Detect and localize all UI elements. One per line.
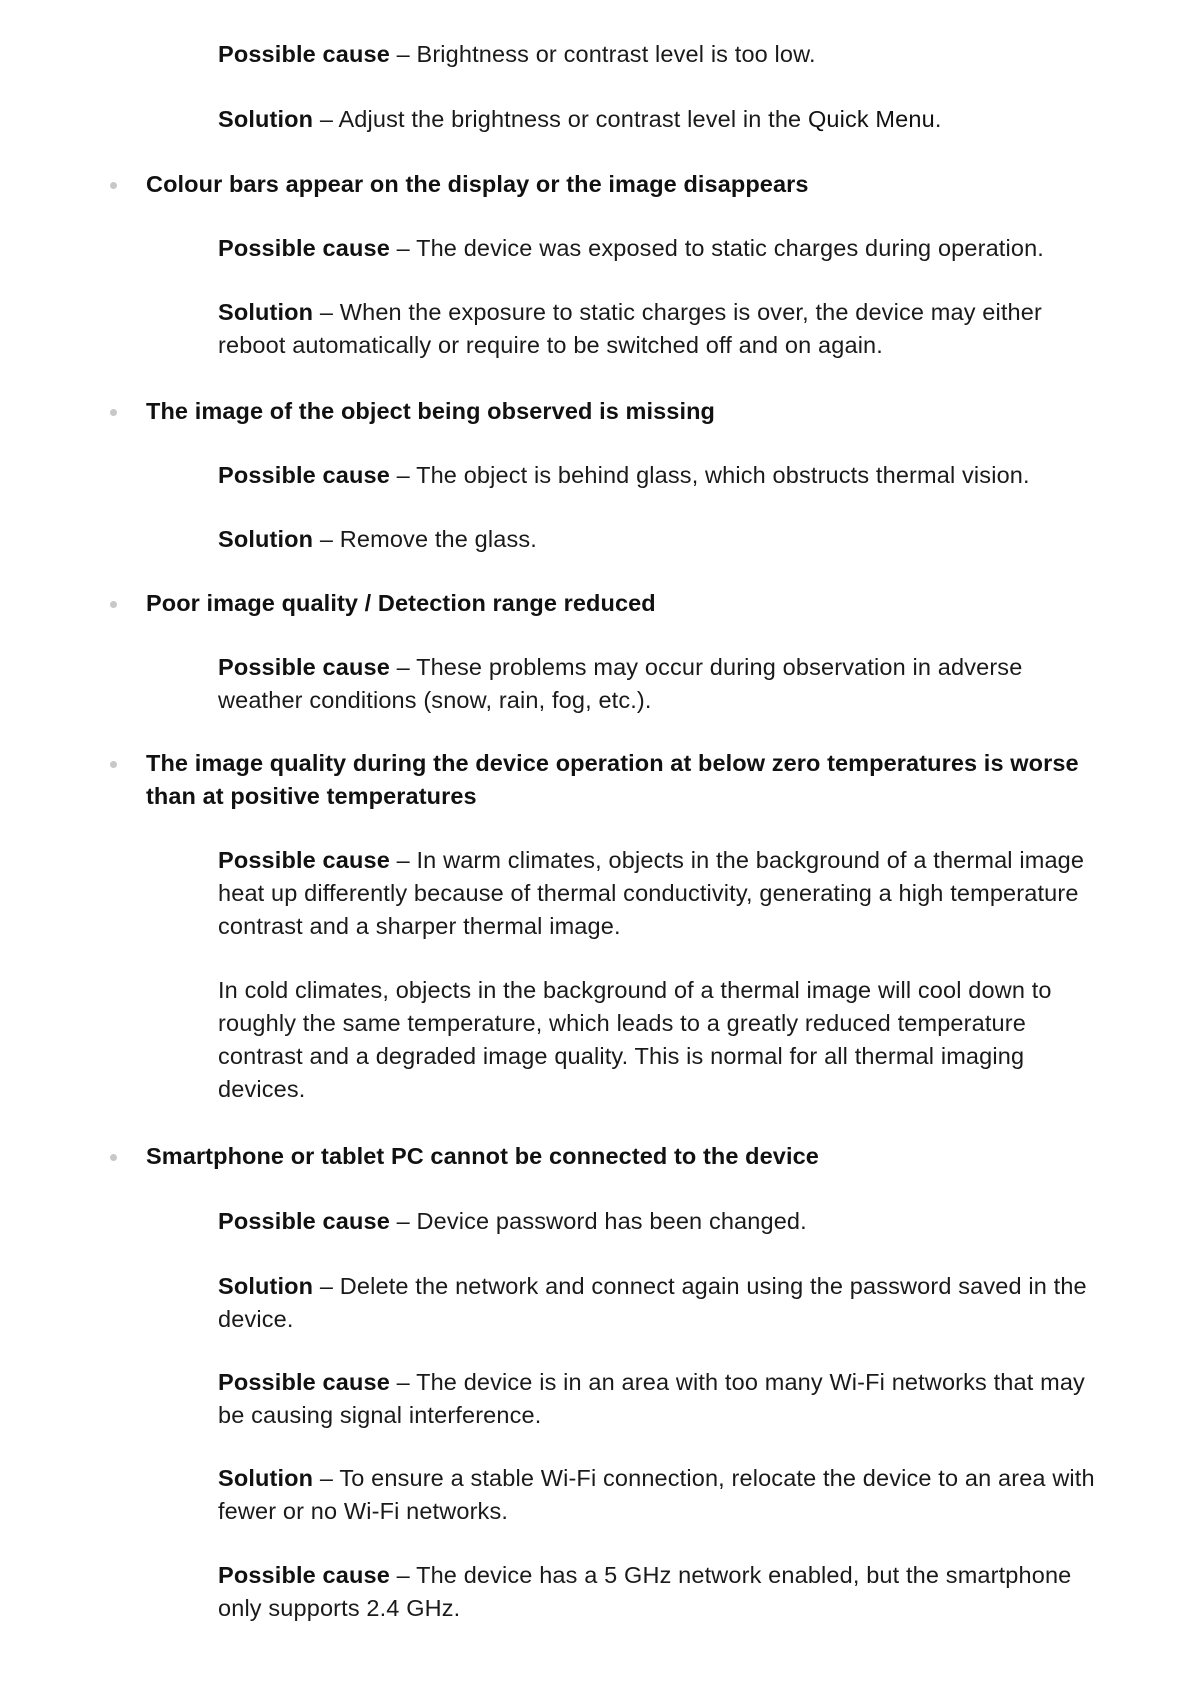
solution-paragraph: Solution – Delete the network and connect again using the password saved in the device. (218, 1273, 1087, 1332)
cause-paragraph: Possible cause – The object is behind glass, which obstructs thermal vision. (218, 462, 1030, 488)
solution-label: Solution (218, 1465, 314, 1491)
cause-paragraph (218, 38, 1100, 71)
note-paragraph: In cold climates, objects in the background of a thermal image will cool down to roughly the same temperature, which leads to a greatly reduced temperature contrast and a degraded image quality. This is normal for all thermal imaging devices. (218, 977, 1052, 1102)
bullet-icon (110, 182, 117, 189)
bullet-icon (110, 409, 117, 416)
cause-label: Possible cause (218, 1562, 390, 1588)
solution-paragraph: Solution – Remove the glass. (218, 526, 537, 552)
solution-label: Solution (218, 1273, 314, 1299)
section-heading: Poor image quality / Detection range reduced (146, 590, 656, 616)
cause-label: Possible cause (218, 1208, 390, 1234)
solution-label: Solution (218, 299, 314, 325)
cause-paragraph: Possible cause – The device is in an area with too many Wi-Fi networks that may be causing signal interference. (218, 1369, 1085, 1428)
bullet-icon (110, 601, 117, 608)
cause-paragraph: Possible cause – In warm climates, objects in the background of a thermal image heat up differently because of thermal conductivity, generating a high temperature contrast and a sharper thermal image. (218, 847, 1085, 939)
bullet-icon (110, 761, 117, 768)
solution-paragraph: Solution – Adjust the brightness or contrast level in the Quick Menu. (218, 106, 942, 132)
cause-paragraph: Possible cause – The device has a 5 GHz network enabled, but the smartphone only supports 2.4 GHz. (218, 1562, 1072, 1621)
solution-paragraph: Solution – To ensure a stable Wi-Fi connection, relocate the device to an area with fewer or no Wi-Fi networks. (218, 1465, 1095, 1524)
cause-label: Possible cause (218, 654, 390, 680)
solution-paragraph: Solution – When the exposure to static charges is over, the device may either reboot automatically or require to be switched off and on again. (218, 299, 1042, 358)
cause-label: Possible cause (218, 462, 390, 488)
section-heading: The image quality during the device operation at below zero temperatures is worse than at positive temperatures (146, 750, 1079, 809)
cause-label: Possible cause (218, 1369, 390, 1395)
section-heading: The image of the object being observed is missing (146, 398, 716, 424)
cause-label: Possible cause (218, 235, 390, 261)
bullet-icon (110, 1154, 117, 1161)
cause-paragraph: Possible cause – The device was exposed to static charges during operation. (218, 235, 1044, 261)
section-heading: Colour bars appear on the display or the image disappears (146, 171, 809, 197)
solution-label: Solution (218, 526, 314, 552)
cause-text: – Brightness or contrast level is too low. (389, 41, 816, 67)
cause-paragraph: Possible cause – Device password has been changed. (218, 1208, 807, 1234)
quick-menu-term: Quick Menu (807, 106, 935, 132)
cause-label: Possible cause (218, 41, 390, 67)
solution-label: Solution (218, 106, 314, 132)
solution-text: – Adjust the brightness or contrast level in the (313, 106, 808, 132)
cause-paragraph: Possible cause – These problems may occur during observation in adverse weather conditions (snow, rain, fog, etc.). (218, 654, 1023, 713)
section-heading: Smartphone or tablet PC cannot be connected to the device (146, 1143, 819, 1169)
cause-label: Possible cause (218, 847, 390, 873)
